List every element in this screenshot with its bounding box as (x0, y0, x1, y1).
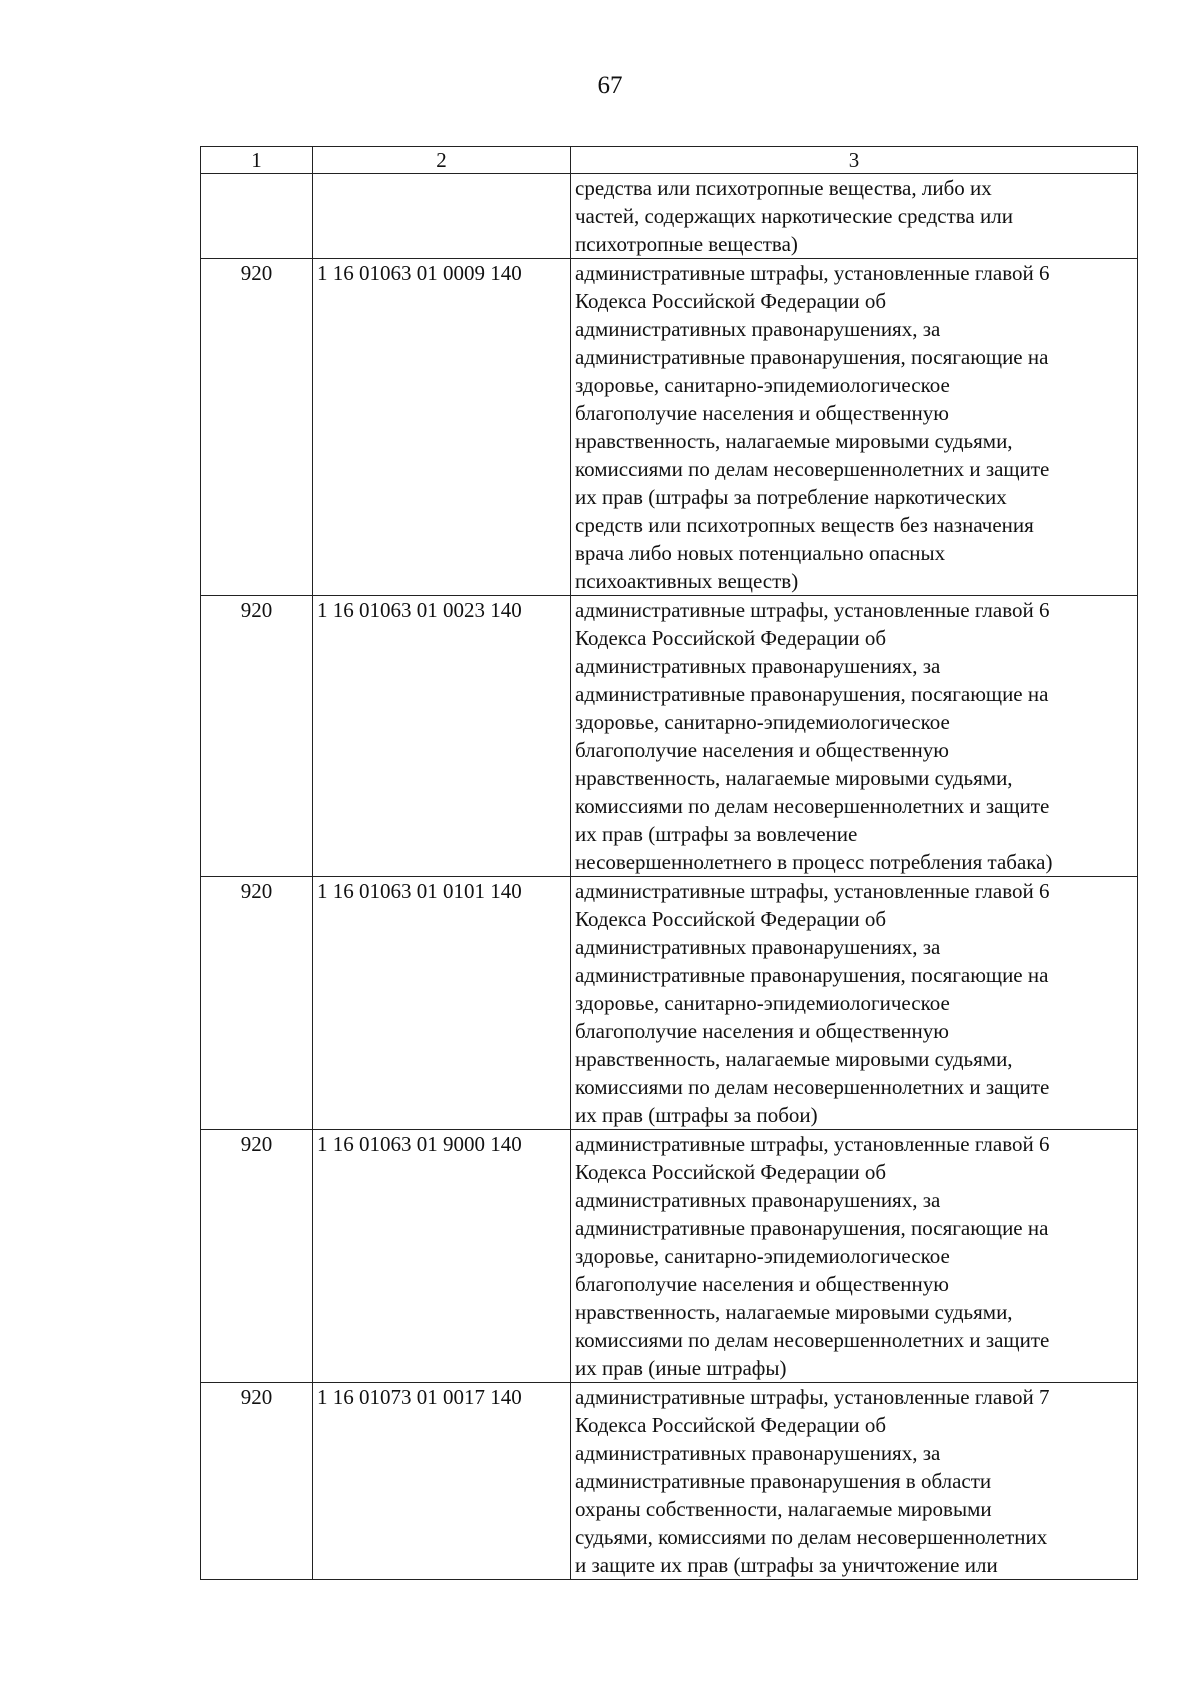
description-cell (571, 877, 1138, 1130)
kbk-code-cell: 1 16 01063 01 0009 140 (313, 259, 571, 596)
table-row (201, 1383, 1138, 1580)
budget-codes-table (200, 146, 1138, 1580)
table-row (201, 596, 1138, 877)
table-row (201, 1130, 1138, 1383)
description-text: административные штрафы, установленные главой 6 Кодекса Российской Федерации об административных правонарушениях, за административные правонарушения, посягающие на здоровье, санитарно-эпидемиологическое благополучие населения и общественную нравственность, налагаемые мировыми судьями, комиссиями по делам несовершеннолетних и защите их прав (штрафы за побои) (575, 879, 1050, 1127)
kbk-code-cell: 1 16 01073 01 0017 140 (313, 1383, 571, 1580)
admin-code-cell: 920 (201, 259, 313, 596)
description-text: административные штрафы, установленные главой 6 Кодекса Российской Федерации об административных правонарушениях, за административные правонарушения, посягающие на здоровье, санитарно-эпидемиологическое благополучие населения и общественную нравственность, налагаемые мировыми судьями, комиссиями по делам несовершеннолетних и защите их прав (иные штрафы) (575, 1132, 1050, 1380)
description-cell (571, 1130, 1138, 1383)
table-row (201, 174, 1138, 259)
table-header-row (201, 147, 1138, 174)
admin-code-cell: 920 (201, 877, 313, 1130)
admin-code-cell: 920 (201, 1130, 313, 1383)
kbk-code-cell: 1 16 01063 01 0023 140 (313, 596, 571, 877)
description-text: административные штрафы, установленные главой 6 Кодекса Российской Федерации об административных правонарушениях, за административные правонарушения, посягающие на здоровье, санитарно-эпидемиологическое благополучие населения и общественную нравственность, налагаемые мировыми судьями, комиссиями по делам несовершеннолетних и защите их прав (штрафы за потребление наркотических средств или психотропных веществ без назначения врача либо новых потенциально опасных психоактивных веществ) (575, 261, 1050, 593)
description-text: административные штрафы, установленные главой 7 Кодекса Российской Федерации об административных правонарушениях, за административные правонарушения в области охраны собственности, налагаемые мировыми судьями, комиссиями по делам несовершеннолетних и защите их прав (штрафы за уничтожение или (575, 1385, 1050, 1577)
admin-code-cell: 920 (201, 1383, 313, 1580)
column-header-3: 3 (571, 147, 1138, 174)
description-text: административные штрафы, установленные главой 6 Кодекса Российской Федерации об административных правонарушениях, за административные правонарушения, посягающие на здоровье, санитарно-эпидемиологическое благополучие населения и общественную нравственность, налагаемые мировыми судьями, комиссиями по делам несовершеннолетних и защите их прав (штрафы за вовлечение несовершеннолетнего в процесс потребления табака) (575, 598, 1053, 874)
kbk-code-cell: 1 16 01063 01 0101 140 (313, 877, 571, 1130)
description-text: средства или психотропные вещества, либо их частей, содержащих наркотические средства или психотропные вещества) (575, 176, 1013, 256)
kbk-code-cell (313, 174, 571, 259)
table-row (201, 877, 1138, 1130)
kbk-code-cell: 1 16 01063 01 9000 140 (313, 1130, 571, 1383)
column-header-1: 1 (201, 147, 313, 174)
description-cell (571, 596, 1138, 877)
description-cell (571, 174, 1138, 259)
description-cell (571, 1383, 1138, 1580)
table-row (201, 259, 1138, 596)
page-number: 67 (597, 72, 623, 99)
column-header-2: 2 (313, 147, 571, 174)
admin-code-cell: 920 (201, 596, 313, 877)
description-cell (571, 259, 1138, 596)
admin-code-cell (201, 174, 313, 259)
